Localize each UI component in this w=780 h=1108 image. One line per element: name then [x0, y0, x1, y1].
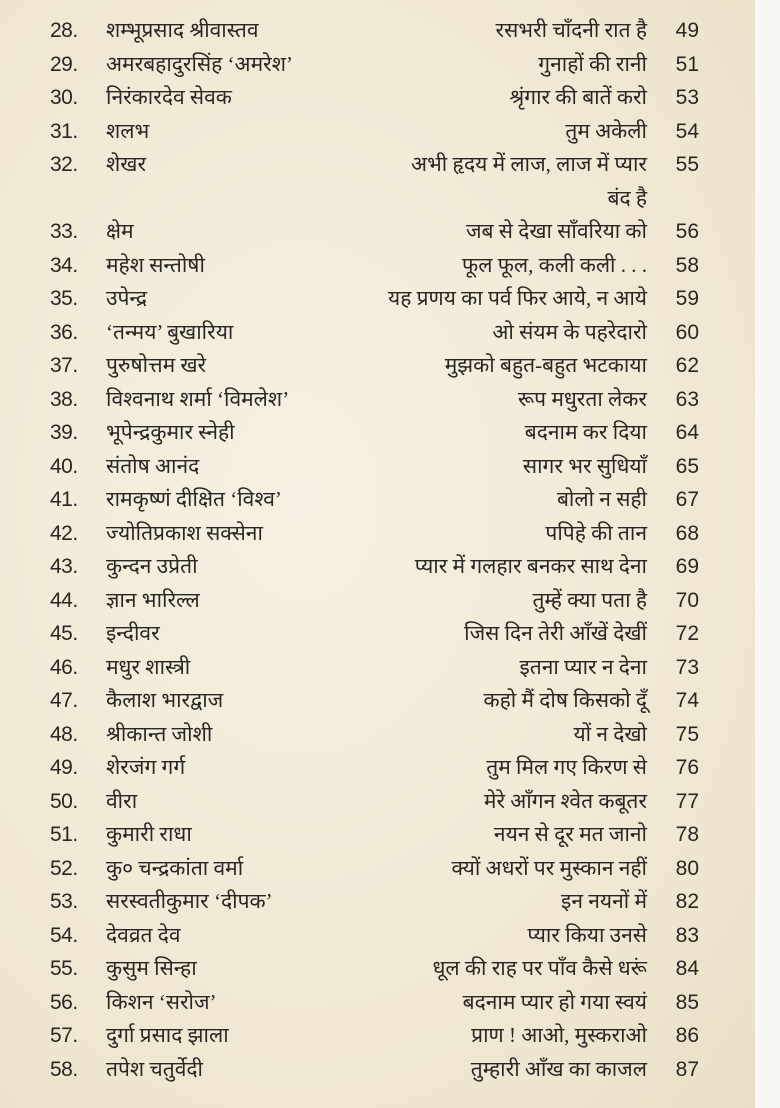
entry-page-number: 74	[675, 689, 699, 712]
entry-title: गुनाहों की रानी	[538, 51, 647, 76]
entry-title: प्यार में गलहार बनकर साथ देना	[414, 554, 647, 578]
entry-page-number: 76	[675, 756, 699, 779]
entry-number: 52.	[50, 856, 78, 880]
entry-page-number: 78	[675, 823, 699, 846]
entry-page-number: 73	[675, 655, 699, 679]
entry-title: नयन से दूर मत जानो	[493, 822, 647, 846]
entry-author: पुरुषोत्तम खरे	[106, 353, 207, 377]
toc-entry	[0, 617, 755, 651]
entry-page-number: 70	[675, 588, 699, 612]
toc-entry	[0, 316, 755, 350]
entry-author: रामकृष्णं दीक्षित ‘विश्व’	[106, 487, 282, 511]
toc-entry	[0, 450, 755, 484]
entry-author: विश्वनाथ शर्मा ‘विमलेश’	[106, 386, 290, 411]
toc-entry	[0, 885, 755, 919]
entry-number: 48.	[50, 722, 78, 746]
entry-title: रूप मधुरता लेकर	[517, 386, 647, 411]
toc-entry	[0, 684, 755, 718]
entry-author: शेखर	[106, 152, 147, 176]
toc-entry	[0, 416, 755, 450]
entry-page-number: 53	[675, 86, 699, 109]
entry-page-number: 58	[675, 253, 699, 277]
entry-author: संतोष आनंद	[106, 453, 200, 478]
entry-number: 54.	[50, 923, 78, 947]
entry-page-number: 49	[675, 19, 699, 42]
entry-page-number: 67	[675, 488, 699, 511]
entry-page-number: 85	[675, 990, 699, 1014]
entry-number: 34.	[50, 253, 78, 277]
entry-title: मेरे आँगन श्वेत कबूतर	[483, 788, 647, 813]
entry-page-number: 65	[675, 454, 699, 478]
toc-entry	[0, 584, 755, 618]
entry-number: 33.	[50, 220, 78, 243]
toc-entry	[0, 383, 755, 417]
entry-page-number: 75	[675, 722, 699, 746]
entry-author: ‘तन्मय’ बुखारिया	[106, 319, 234, 344]
entry-author: कैलाश भारद्वाज	[106, 688, 224, 712]
entry-number: 58.	[50, 1057, 78, 1081]
entry-page-number: 59	[675, 287, 699, 310]
entry-title: कहो मैं दोष किसको दूँ	[483, 688, 647, 712]
entry-number: 32.	[50, 153, 78, 176]
toc-entry	[0, 1053, 755, 1087]
entry-author: कु० चन्द्रकांता वर्मा	[106, 855, 244, 880]
entry-number: 47.	[50, 689, 78, 712]
entry-author: अमरबहादुरसिंह ‘अमरेश’	[106, 51, 294, 76]
entry-author: श्रीकान्त जोशी	[106, 721, 213, 746]
entry-number: 50.	[50, 789, 78, 813]
entry-number: 44.	[50, 588, 78, 612]
toc-entry	[0, 81, 755, 115]
entry-title: श्रृंगार की बातें करो	[509, 85, 647, 109]
entry-author: भूपेन्द्रकुमार स्नेही	[106, 420, 235, 444]
entry-page-number: 80	[675, 856, 699, 880]
entry-page-number: 64	[675, 421, 699, 444]
entry-page-number: 77	[675, 789, 699, 813]
entry-number: 46.	[50, 655, 78, 679]
entry-author: महेश सन्तोषी	[106, 252, 205, 277]
entry-title: धूल की राह पर पाँव कैसे धरूं	[432, 956, 647, 980]
entry-number: 45.	[50, 622, 78, 645]
entry-title: यों न देखो	[573, 721, 647, 746]
toc-entry	[0, 818, 755, 852]
toc-entry	[0, 249, 755, 283]
entry-number: 37.	[50, 354, 78, 377]
entry-number: 53.	[50, 890, 78, 913]
entry-author: उपेन्द्र	[106, 286, 148, 310]
toc-entry	[0, 718, 755, 752]
toc-entry-continuation	[0, 182, 755, 216]
toc-entry	[0, 349, 755, 383]
entry-number: 41.	[50, 488, 78, 511]
entry-author: कुन्दन उप्रेती	[106, 554, 198, 578]
entry-title: अभी हृदय में लाज, लाज में प्यार	[410, 152, 647, 176]
toc-entry	[0, 550, 755, 584]
toc-entry	[0, 919, 755, 953]
entry-title: जब से देखा साँवरिया को	[465, 219, 647, 243]
entry-author: तपेश चतुर्वेदी	[106, 1056, 203, 1081]
entry-number: 56.	[50, 990, 78, 1014]
entry-number: 39.	[50, 421, 78, 444]
entry-title: मुझको बहुत-बहुत भटकाया	[444, 353, 647, 377]
toc-entry	[0, 1019, 755, 1053]
entry-author: किशन ‘सरोज’	[106, 989, 217, 1014]
entry-page-number: 63	[675, 387, 699, 411]
entry-page-number: 60	[675, 320, 699, 344]
entry-page-number: 69	[675, 555, 699, 578]
entry-page-number: 68	[675, 521, 699, 545]
entry-title: बोलो न सही	[556, 487, 647, 511]
entry-page-number: 51	[675, 52, 699, 76]
entry-page-number: 86	[675, 1024, 699, 1047]
entry-title: प्यार किया उनसे	[527, 922, 647, 947]
entry-number: 51.	[50, 823, 78, 846]
toc-entry	[0, 852, 755, 886]
entry-title: तुम्हें क्या पता है	[532, 587, 647, 612]
entry-number: 31.	[50, 119, 78, 143]
entry-page-number: 82	[675, 890, 699, 913]
entry-author: सरस्वतीकुमार ‘दीपक’	[106, 889, 273, 913]
entry-author: निरंकारदेव सेवक	[106, 85, 232, 109]
entry-title: तुम मिल गए किरण से	[486, 755, 647, 779]
page-edge	[755, 0, 780, 1108]
entry-title: तुम्हारी आँख का काजल	[470, 1056, 647, 1081]
entry-number: 49.	[50, 756, 78, 779]
entry-title: पपिहे की तान	[545, 520, 647, 545]
entry-page-number: 84	[675, 957, 699, 980]
entry-number: 30.	[50, 86, 78, 109]
entry-author: देवव्रत देव	[106, 922, 181, 947]
entry-title: तुम अकेली	[565, 118, 647, 143]
entry-title: यह प्रणय का पर्व फिर आये, न आये	[388, 286, 647, 310]
table-of-contents	[0, 14, 755, 1086]
entry-author: मधुर शास्त्री	[106, 654, 191, 679]
entry-author: ज्ञान भारिल्ल	[106, 587, 200, 612]
entry-title: ओ संयम के पहरेदारो	[492, 319, 647, 344]
entry-author: क्षेम	[106, 219, 134, 243]
entry-title: बदनाम कर दिया	[524, 420, 647, 444]
entry-title: प्राण ! आओ, मुस्कराओ	[471, 1023, 647, 1047]
entry-author: शम्भूप्रसाद श्रीवास्तव	[106, 18, 259, 42]
entry-author: दुर्गा प्रसाद झाला	[106, 1023, 229, 1047]
entry-page-number: 87	[675, 1057, 699, 1081]
entry-number: 42.	[50, 521, 78, 545]
entry-number: 55.	[50, 957, 78, 980]
entry-title: इतना प्यार न देना	[519, 654, 647, 679]
entry-title: रसभरी चाँदनी रात है	[495, 18, 647, 42]
entry-number: 28.	[50, 19, 78, 42]
toc-entry	[0, 48, 755, 82]
entry-number: 38.	[50, 387, 78, 411]
entry-page-number: 62	[675, 354, 699, 377]
entry-author: वीरा	[106, 788, 138, 813]
toc-entry	[0, 651, 755, 685]
toc-entry	[0, 517, 755, 551]
entry-number: 57.	[50, 1024, 78, 1047]
toc-entry	[0, 751, 755, 785]
entry-page-number: 56	[675, 220, 699, 243]
entry-title: फूल फूल, कली कली . . .	[462, 252, 647, 277]
entry-number: 36.	[50, 320, 78, 344]
entry-page-number: 83	[675, 923, 699, 947]
toc-entry	[0, 115, 755, 149]
entry-title: बदनाम प्यार हो गया स्वयं	[462, 989, 647, 1014]
toc-entry	[0, 14, 755, 48]
entry-author: इन्दीवर	[106, 621, 160, 645]
entry-page-number: 54	[675, 119, 699, 143]
entry-author: शलभ	[106, 118, 150, 143]
toc-entry	[0, 282, 755, 316]
toc-entry	[0, 986, 755, 1020]
toc-entry	[0, 785, 755, 819]
toc-entry	[0, 215, 755, 249]
toc-entry	[0, 483, 755, 517]
entry-number: 29.	[50, 52, 78, 76]
entry-title: इन नयनों में	[561, 889, 647, 913]
entry-author: शेरजंग गर्ग	[106, 755, 186, 779]
entry-title-continuation: बंद है	[607, 185, 647, 210]
entry-title: सागर भर सुधियाँ	[522, 453, 647, 478]
entry-author: कुमारी राधा	[106, 822, 192, 846]
entry-number: 43.	[50, 555, 78, 578]
entry-page-number: 55	[675, 153, 699, 176]
entry-author: कुसुम सिन्हा	[106, 956, 197, 980]
toc-entry	[0, 148, 755, 182]
entry-title: क्यों अधरों पर मुस्कान नहीं	[451, 855, 647, 880]
entry-page-number: 72	[675, 622, 699, 645]
entry-number: 35.	[50, 287, 78, 310]
toc-entry	[0, 952, 755, 986]
entry-number: 40.	[50, 454, 78, 478]
entry-title: जिस दिन तेरी आँखें देखीं	[464, 621, 647, 645]
entry-author: ज्योतिप्रकाश सक्सेना	[106, 520, 263, 545]
